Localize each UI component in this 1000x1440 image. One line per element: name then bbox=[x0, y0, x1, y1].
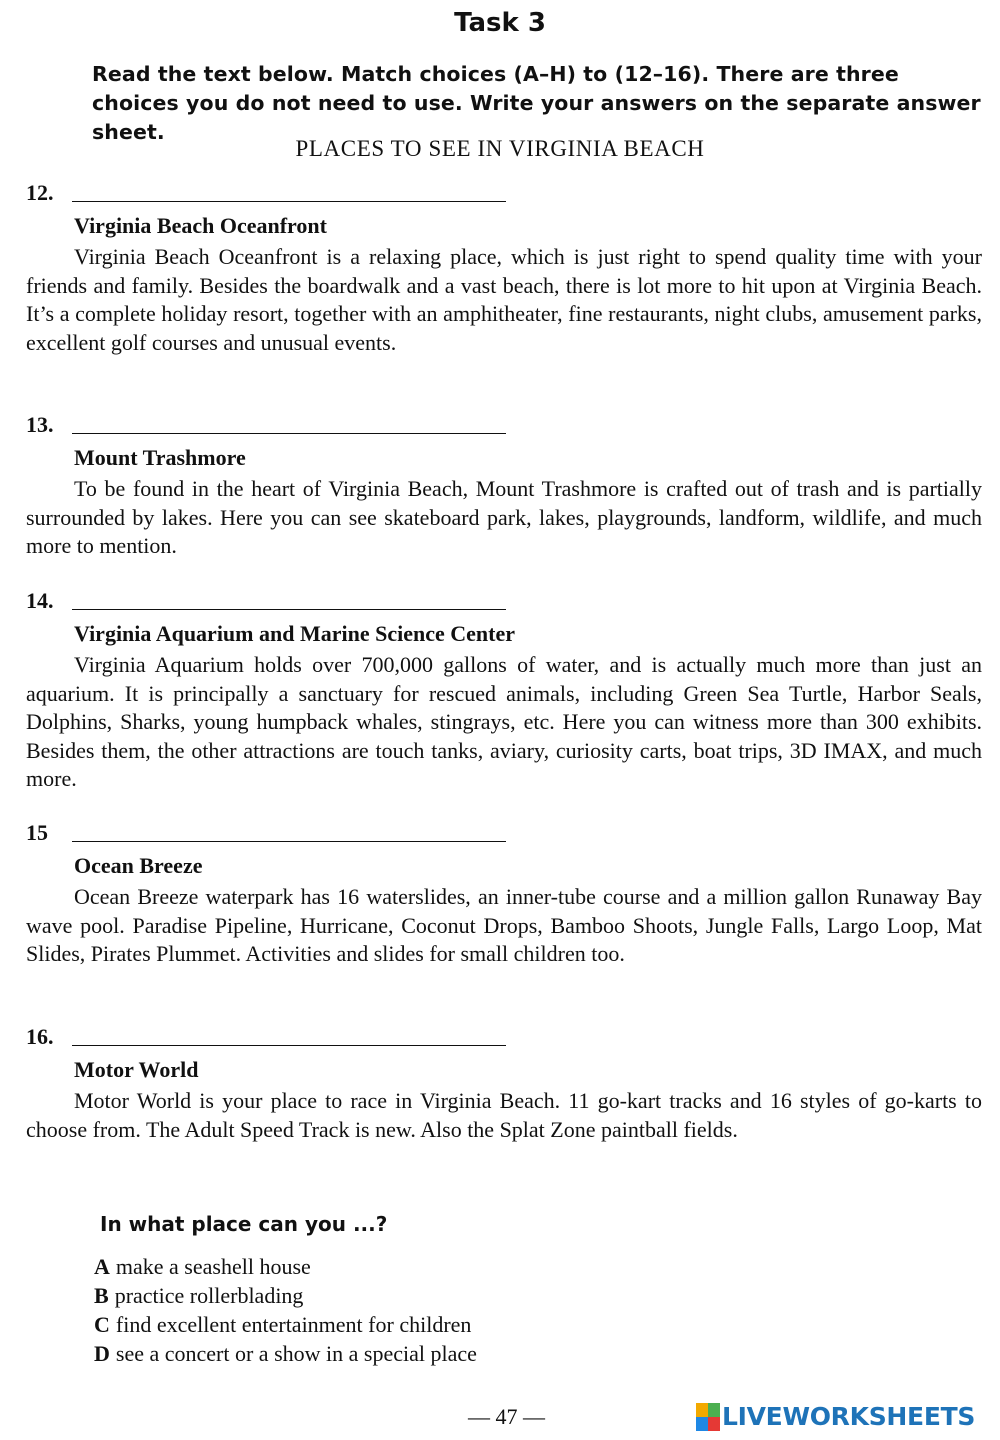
answer-row bbox=[26, 584, 982, 614]
liveworksheets-logo-icon bbox=[696, 1403, 720, 1431]
choice-letter: B bbox=[94, 1283, 109, 1308]
answer-blank-14[interactable] bbox=[72, 609, 506, 610]
watermark-text: LIVEWORKSHEETS bbox=[722, 1402, 976, 1431]
task-title: Task 3 bbox=[454, 8, 546, 38]
answer-row bbox=[26, 408, 982, 438]
place-name: Mount Trashmore bbox=[74, 445, 246, 470]
question-number: 15 bbox=[26, 820, 48, 845]
answer-blank-12[interactable] bbox=[72, 201, 506, 202]
choice-text: see a concert or a show in a special place bbox=[115, 1341, 477, 1366]
question-number: 16. bbox=[26, 1024, 54, 1049]
place-name: Virginia Beach Oceanfront bbox=[74, 213, 327, 238]
document-heading: PLACES TO SEE IN VIRGINIA BEACH bbox=[295, 136, 705, 161]
place-description: Virginia Beach Oceanfront is a relaxing place, which is just right to spend quality time with your friends and family. Besides the boardwalk and a vast beach, there is lot more to hit upon at Virginia Beach. It’s a complete holiday resort, together with an amphitheater, fine restaurants, night clubs, amusement parks, excellent golf courses and unusual events. bbox=[26, 244, 982, 355]
answer-blank-16[interactable] bbox=[72, 1045, 506, 1046]
choice-text: find excellent entertainment for children bbox=[115, 1312, 472, 1337]
answer-blank-15[interactable] bbox=[72, 841, 506, 842]
choice-letter: D bbox=[94, 1341, 110, 1366]
place-name: Ocean Breeze bbox=[74, 853, 203, 878]
choices-list bbox=[94, 1252, 794, 1368]
choice-item bbox=[94, 1339, 794, 1368]
question-number: 13. bbox=[26, 412, 54, 437]
question-heading: In what place can you ...? bbox=[100, 1212, 388, 1236]
answer-blank-13[interactable] bbox=[72, 433, 506, 434]
place-description: Ocean Breeze waterpark has 16 waterslides, an inner-tube course and a million gallon Runaway Bay wave pool. Paradise Pipeline, Hurricane, Coconut Drops, Bamboo Shoots, Jungle Falls, Largo Loop, Mat Slides, Pirates Plummet. Activities and slides for small children too. bbox=[26, 884, 982, 967]
liveworksheets-watermark[interactable] bbox=[696, 1402, 975, 1431]
section-16 bbox=[26, 1020, 982, 1144]
answer-row bbox=[26, 176, 982, 206]
place-description: Motor World is your place to race in Virginia Beach. 11 go-kart tracks and 16 styles of go-karts to choose from. The Adult Speed Track is new. Also the Splat Zone paintball fields. bbox=[26, 1088, 982, 1142]
section-14 bbox=[26, 584, 982, 794]
question-number: 12. bbox=[26, 180, 54, 205]
page-number: — 47 — bbox=[468, 1404, 545, 1429]
answer-row bbox=[26, 816, 982, 846]
question-number: 14. bbox=[26, 588, 54, 613]
choice-text: make a seashell house bbox=[115, 1254, 311, 1279]
task-instructions: Read the text below. Match choices (A–H) to (12–16). There are three choices you do not need to use. Write your answers on the separate answer sheet. bbox=[92, 62, 981, 144]
choice-text: practice rollerblading bbox=[114, 1283, 304, 1308]
choice-item bbox=[94, 1310, 794, 1339]
section-15 bbox=[26, 816, 982, 969]
place-description: Virginia Aquarium holds over 700,000 gallons of water, and is actually much more than just an aquarium. It is principally a sanctuary for rescued animals, including Green Sea Turtle, Harbor Seals, Dolphins, Sharks, young humpback whales, stingrays, etc. Here you can witness more than 300 exhibits. Besides them, the other attractions are touch tanks, aviary, curiosity carts, boat trips, 3D IMAX, and much more. bbox=[26, 652, 982, 792]
choice-letter: A bbox=[94, 1254, 110, 1279]
place-name: Virginia Aquarium and Marine Science Center bbox=[74, 621, 515, 646]
place-name: Motor World bbox=[74, 1057, 199, 1082]
answer-row bbox=[26, 1020, 982, 1050]
place-description: To be found in the heart of Virginia Beach, Mount Trashmore is crafted out of trash and is partially surrounded by lakes. Here you can see skateboard park, lakes, playgrounds, landform, wildlife, and much more to mention. bbox=[26, 476, 982, 559]
choice-letter: C bbox=[94, 1312, 110, 1337]
section-12 bbox=[26, 176, 982, 357]
choice-item bbox=[94, 1281, 794, 1310]
section-13 bbox=[26, 408, 982, 561]
choice-item bbox=[94, 1252, 794, 1281]
